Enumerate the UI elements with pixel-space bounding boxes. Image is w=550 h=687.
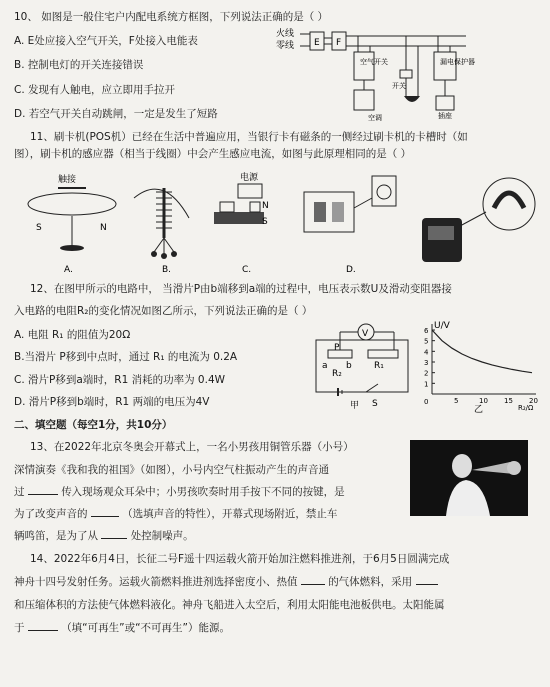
q13-line3-start: 过 <box>14 486 25 498</box>
q13-line1: 13、在2022年北京冬奥会开幕式上，一名小男孩用铜管乐器（小号） <box>30 441 354 453</box>
q11-a-s-label: S <box>36 223 42 233</box>
q13-line5 <box>14 529 194 543</box>
q13-line3-end: 传入现场观众耳朵中；小男孩吹奏时用手按下不同的按键，是 <box>61 486 345 498</box>
q12-option-d: D. 滑片P移到b端时，R1 两端的电压为4V <box>14 396 210 408</box>
q10-option-d: D. 若空气开关自动跳闸，一定是发生了短路 <box>14 108 218 120</box>
q11-a-n-label: N <box>100 223 107 233</box>
air-switch-label: 空气开关 <box>360 58 388 66</box>
q14-blank-1[interactable] <box>301 584 325 585</box>
q13-line3 <box>14 485 345 499</box>
q11-option-d-label: D. <box>346 265 356 275</box>
q13-blank-3[interactable] <box>101 538 127 539</box>
q13-blank-2[interactable] <box>91 516 119 517</box>
q13-line4-end: （选填声音的特性），开幕式现场附近，禁止车 <box>122 508 338 520</box>
q14-line1: 14、2022年6月4日，长征二号F遥十四运载火箭开始加注燃料推进剂，于6月5日圆满完成 <box>30 553 450 565</box>
box-f-label: F <box>336 38 342 48</box>
x-tick-label: 5 <box>454 397 459 405</box>
q11-option-a-label: A. <box>64 265 73 275</box>
q11-c-power-label: 电源 <box>240 173 259 183</box>
r2-label: R₂ <box>332 369 342 379</box>
q14-blank-3[interactable] <box>28 630 58 631</box>
q14-line4 <box>14 621 230 635</box>
q12-line1: 12、在图甲所示的电路中， 当滑片P由b端移到a端的过程中，电压表示数U及滑动变阻器接 <box>30 283 452 295</box>
q12-option-b: B.当滑片 P移到中点时，通过 R₁ 的电流为 0.2A <box>14 351 238 363</box>
y-axis-label: U/V <box>434 321 450 331</box>
q10-option-b: B. 控制电灯的开关连接错误 <box>14 59 144 71</box>
q11-line2: 图），刷卡机的感应器（相当于线圈）中会产生感应电流，如图与此原理相同的是（ ） <box>14 148 412 160</box>
x-tick-label: 20 <box>529 397 538 405</box>
switch-label: 开关 <box>392 82 406 90</box>
box-e-label: E <box>314 38 320 48</box>
q14-line2 <box>14 575 438 589</box>
q10-circuit-diagram <box>270 26 475 122</box>
x-axis-label: R₂/Ω <box>518 404 534 412</box>
x-tick-label: 10 <box>479 397 488 405</box>
y-tick-label: 1 <box>424 380 429 389</box>
live-wire-label: 火线 <box>276 29 295 39</box>
u-r2-curve <box>432 330 532 373</box>
q11-c-n-label: N <box>262 201 269 211</box>
slider-p-label: P <box>334 343 340 353</box>
q11-option-b-label: B. <box>162 265 172 275</box>
q12-circuit-diagram <box>310 320 414 410</box>
q14-line2-end: 的气体燃料，采用 <box>328 576 413 588</box>
voltmeter-label: V <box>362 329 369 339</box>
q11-figures <box>14 168 544 276</box>
switch-s-label: S <box>372 399 378 409</box>
q14-line2-start: 神舟十四号发射任务。运载火箭燃料推进剂选择密度小、热值 <box>14 576 298 588</box>
section-2-title: 二、填空题（每空1分，共10分） <box>14 419 173 431</box>
x-tick-label: 15 <box>504 397 513 405</box>
q10-option-a: A. E处应接入空气开关，F处接入电能表 <box>14 35 198 47</box>
end-b-label: b <box>346 361 352 371</box>
q12-line2: 入电路的电阻R₂的变化情况如图乙所示，下列说法正确的是（ ） <box>14 305 313 317</box>
y-tick-label: 3 <box>424 359 429 367</box>
q14-line4-end: （填“可再生”或“不可再生”）能源。 <box>61 622 230 634</box>
q11-a-top-label: 触接 <box>58 175 77 185</box>
neutral-wire-label: 零线 <box>276 41 295 51</box>
graph-caption: 乙 <box>474 405 484 415</box>
q11-option-c-label: C. <box>242 265 252 275</box>
q13-line4-start: 为了改变声音的 <box>14 508 88 520</box>
y-tick-label: 6 <box>424 327 429 335</box>
trumpet-boy-photo <box>410 440 528 516</box>
q10-option-c: C. 发现有人触电，应立即用手拉开 <box>14 84 176 96</box>
q12-option-a: A. 电阻 R₁ 的阻值为20Ω <box>14 329 131 341</box>
end-a-label: a <box>322 361 328 371</box>
q14-line4-start: 于 <box>14 622 25 634</box>
q13-line4 <box>14 507 337 521</box>
q12-graph <box>418 318 546 414</box>
q13-blank-1[interactable] <box>28 494 58 495</box>
q13-line5-end: 处控制噪声。 <box>130 530 194 542</box>
q11-c-s-label: S <box>262 217 268 227</box>
q14-blank-2[interactable] <box>416 584 438 585</box>
q14-line3: 和压缩体积的方法使气体燃料液化。神舟飞船进入太空后，利用太阳能电池板供电。太阳能属 <box>14 599 445 611</box>
origin-label: 0 <box>424 398 429 406</box>
q11-line1: 11、刷卡机(POS机）已经在生活中普遍应用，当银行卡有磁条的一侧经过刷卡机的卡槽时（如 <box>30 131 468 143</box>
y-tick-label: 5 <box>424 337 429 346</box>
q10-stem: 10、 如图是一般住宅户内配电系统方框图，下列说法正确的是（ ） <box>14 11 329 23</box>
q13-line5-start: 辆鸣笛，是为了从 <box>14 530 98 542</box>
ac-label: 空调 <box>368 114 382 122</box>
q12-option-c: C. 滑片P移到a端时，R1 消耗的功率为 0.4W <box>14 374 226 386</box>
q13-line2: 深情演奏《我和我的祖国》（如图），小号内空气柱振动产生的声音通 <box>14 464 329 476</box>
r1-label: R₁ <box>374 361 384 371</box>
y-tick-label: 4 <box>424 348 429 357</box>
circuit-caption: 甲 <box>350 401 360 411</box>
socket-label: 插座 <box>438 112 452 120</box>
y-tick-label: 2 <box>424 369 429 378</box>
leakage-protector-label: 漏电保护器 <box>440 58 475 66</box>
